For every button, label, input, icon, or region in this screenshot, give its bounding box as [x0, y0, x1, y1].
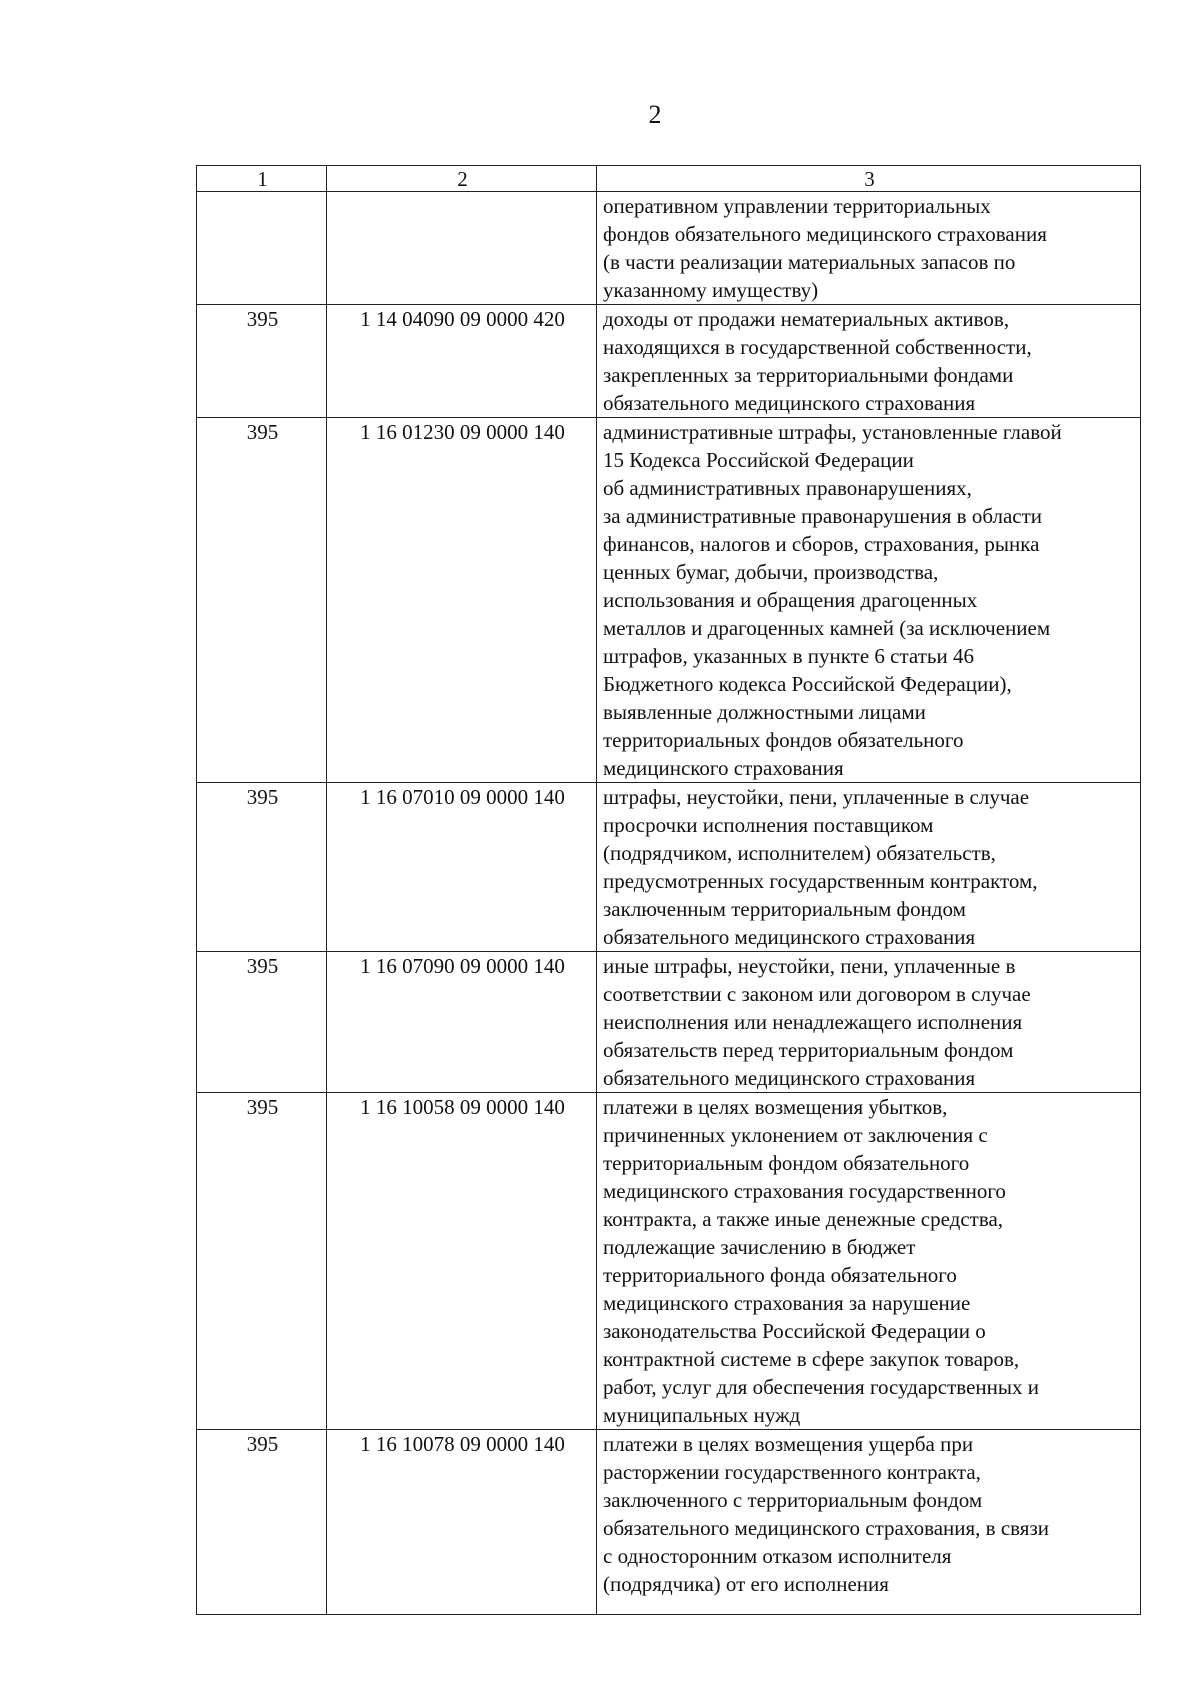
description-line: доходы от продажи нематериальных активов,: [603, 307, 1010, 331]
description-line: платежи в целях возмещения ущерба при: [603, 1432, 974, 1456]
table-row: [197, 952, 1141, 1093]
description-line: муниципальных нужд: [603, 1403, 801, 1427]
description-line: находящихся в государственной собственности,: [603, 335, 1032, 359]
description-line: заключенного с территориальным фондом: [603, 1488, 983, 1512]
administrator-code-cell: [197, 192, 327, 305]
revenue-description-cell: [597, 1430, 1141, 1615]
revenue-description-cell: [597, 192, 1141, 305]
description-line: (подрядчиком, исполнителем) обязательств,: [603, 841, 996, 865]
budget-classification-code-cell: 1 16 07010 09 0000 140: [327, 783, 597, 952]
description-line: 15 Кодекса Российской Федерации: [603, 448, 914, 472]
budget-classification-code-cell: 1 16 10078 09 0000 140: [327, 1430, 597, 1615]
budget-classification-code-cell: 1 14 04090 09 0000 420: [327, 305, 597, 418]
budget-classification-code-cell: 1 16 01230 09 0000 140: [327, 418, 597, 783]
revenue-description-cell: [597, 783, 1141, 952]
budget-classification-code-cell: [327, 192, 597, 305]
revenue-description-cell: [597, 1093, 1141, 1430]
description-line: фондов обязательного медицинского страхования: [603, 222, 1047, 246]
description-line: причиненных уклонением от заключения с: [603, 1123, 988, 1147]
revenue-description-cell: [597, 305, 1141, 418]
description-line: (в части реализации материальных запасов по: [603, 250, 1016, 274]
administrator-code-cell: 395: [197, 418, 327, 783]
description-line: медицинского страхования: [603, 756, 844, 780]
budget-classification-code-cell: 1 16 07090 09 0000 140: [327, 952, 597, 1093]
description-line: соответствии с законом или договором в случае: [603, 982, 1031, 1006]
description-line: иные штрафы, неустойки, пени, уплаченные в: [603, 954, 1016, 978]
description-line: заключенным территориальным фондом: [603, 897, 966, 921]
description-line: территориального фонда обязательного: [603, 1263, 957, 1287]
column-header-3: 3: [597, 166, 1141, 192]
description-line: подлежащие зачислению в бюджет: [603, 1235, 916, 1259]
table-header-row: [197, 166, 1141, 192]
description-line: просрочки исполнения поставщиком: [603, 813, 934, 837]
description-line: штрафов, указанных в пункте 6 статьи 46: [603, 644, 974, 668]
description-line: неисполнения или ненадлежащего исполнения: [603, 1010, 1023, 1034]
revenue-description-cell: [597, 418, 1141, 783]
description-line: обязательного медицинского страхования: [603, 1066, 976, 1090]
description-line: закрепленных за территориальными фондами: [603, 363, 1014, 387]
description-line: законодательства Российской Федерации о: [603, 1319, 986, 1343]
description-line: обязательного медицинского страхования, в связи: [603, 1516, 1049, 1540]
table-row: [197, 783, 1141, 952]
description-line: расторжении государственного контракта,: [603, 1460, 981, 1484]
description-line: медицинского страхования государственного: [603, 1179, 1006, 1203]
description-line: медицинского страхования за нарушение: [603, 1291, 971, 1315]
table-row: [197, 192, 1141, 305]
table-body: [197, 192, 1141, 1615]
description-line: оперативном управлении территориальных: [603, 194, 991, 218]
administrator-code-cell: 395: [197, 305, 327, 418]
description-line: штрафы, неустойки, пени, уплаченные в случае: [603, 785, 1030, 809]
table-row: [197, 1093, 1141, 1430]
table-row: [197, 1430, 1141, 1615]
column-header-1: 1: [197, 166, 327, 192]
description-line: ценных бумаг, добычи, производства,: [603, 560, 939, 584]
description-line: об административных правонарушениях,: [603, 476, 972, 500]
description-line: обязательного медицинского страхования: [603, 391, 976, 415]
table-row: [197, 418, 1141, 783]
description-line: предусмотренных государственным контрактом,: [603, 869, 1038, 893]
administrator-code-cell: 395: [197, 783, 327, 952]
description-line: территориальным фондом обязательного: [603, 1151, 970, 1175]
page-number: 2: [648, 100, 662, 129]
description-line: контрактной системе в сфере закупок товаров,: [603, 1347, 1020, 1371]
column-header-2: 2: [327, 166, 597, 192]
budget-classification-code-cell: 1 16 10058 09 0000 140: [327, 1093, 597, 1430]
description-line: с односторонним отказом исполнителя: [603, 1544, 952, 1568]
administrator-code-cell: 395: [197, 952, 327, 1093]
administrator-code-cell: 395: [197, 1430, 327, 1615]
description-line: финансов, налогов и сборов, страхования, рынка: [603, 532, 1040, 556]
revenue-codes-table: [196, 165, 1141, 1615]
description-line: за административные правонарушения в области: [603, 504, 1043, 528]
description-line: административные штрафы, установленные главой: [603, 420, 1062, 444]
description-line: указанному имуществу): [603, 278, 819, 302]
revenue-description-cell: [597, 952, 1141, 1093]
description-line: территориальных фондов обязательного: [603, 728, 964, 752]
administrator-code-cell: 395: [197, 1093, 327, 1430]
description-line: работ, услуг для обеспечения государственных и: [603, 1375, 1039, 1399]
description-line: (подрядчика) от его исполнения: [603, 1572, 889, 1596]
table-row: [197, 305, 1141, 418]
description-line: Бюджетного кодекса Российской Федерации),: [603, 672, 1012, 696]
description-line: выявленные должностными лицами: [603, 700, 926, 724]
description-line: обязательств перед территориальным фондом: [603, 1038, 1014, 1062]
description-line: металлов и драгоценных камней (за исключением: [603, 616, 1051, 640]
description-line: использования и обращения драгоценных: [603, 588, 978, 612]
description-line: контракта, а также иные денежные средства,: [603, 1207, 1004, 1231]
description-line: платежи в целях возмещения убытков,: [603, 1095, 948, 1119]
description-line: обязательного медицинского страхования: [603, 925, 976, 949]
